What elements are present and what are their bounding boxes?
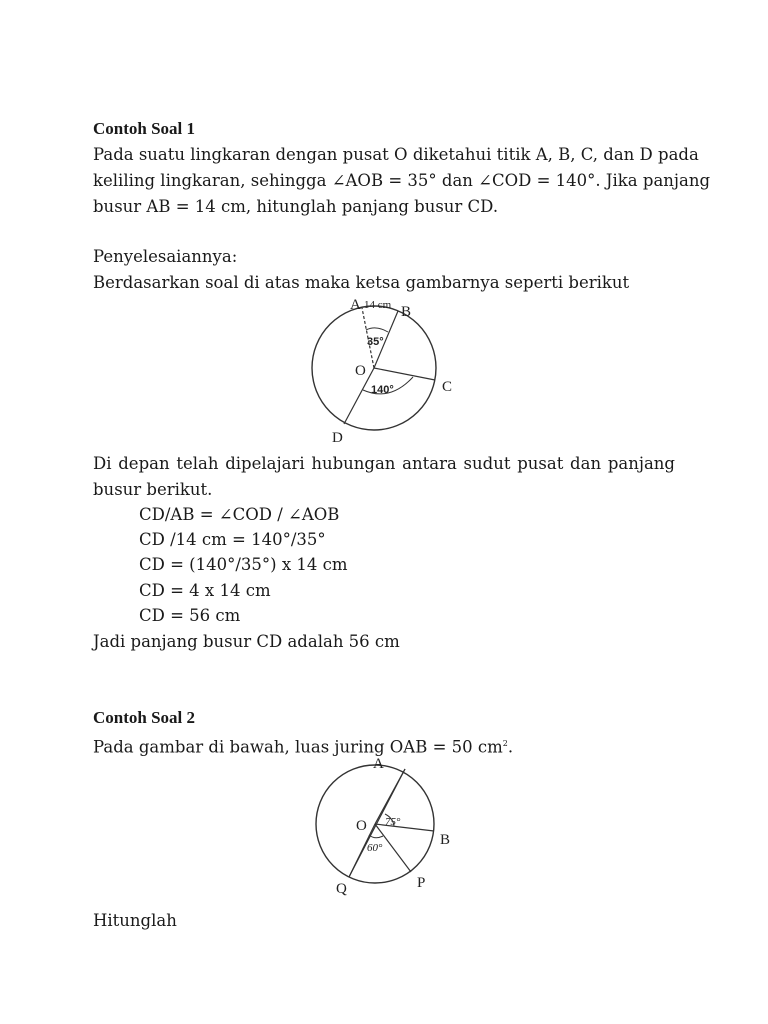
soal2-period: . <box>507 737 514 757</box>
angle-label-aob: 35° <box>367 336 384 348</box>
circle-figure-2 <box>305 756 465 904</box>
penyelesaian-heading: Penyelesaiannya: <box>93 247 238 266</box>
angle-label-cod: 140° <box>371 384 394 396</box>
label-p-2: P <box>417 875 426 891</box>
soal1-text-line-1: Pada suatu lingkaran dengan pusat O diketahui titik A, B, C, dan D pada <box>93 145 699 164</box>
angle-label-60: 60° <box>367 842 383 854</box>
ketsa-text: Berdasarkan soal di atas maka ketsa gambarnya seperti berikut <box>93 273 630 292</box>
label-q-2: Q <box>336 881 347 897</box>
arc-length-label: 14 cm <box>364 299 392 311</box>
soal2-text <box>93 733 513 759</box>
label-d-1: D <box>332 430 343 446</box>
soal2-title: Contoh Soal 2 <box>93 708 196 727</box>
step-2: CD /14 cm = 140°/35° <box>139 530 326 549</box>
radius-oc <box>374 368 435 380</box>
step-4: CD = 4 x 14 cm <box>139 581 271 600</box>
superscript-2: 2 <box>502 739 508 748</box>
explain-line-1: Di depan telah dipelajari hubungan antara sudut pusat dan panjang <box>93 454 675 473</box>
hitunglah: Hitunglah <box>93 911 177 930</box>
explain-line-2: busur berikut. <box>93 480 213 499</box>
soal2-text-main: Pada gambar di bawah, luas juring OAB = 50 cm <box>93 737 503 757</box>
step-5: CD = 56 cm <box>139 606 241 625</box>
label-c-1: C <box>442 379 453 395</box>
angle-label-75: 75° <box>385 816 401 828</box>
circle-figure-1 <box>300 292 470 452</box>
label-a-2: A <box>373 756 384 772</box>
angle-arc-aob <box>366 328 388 332</box>
label-b-2: B <box>440 832 451 848</box>
label-o-2: O <box>356 818 367 834</box>
soal1-text-line-2: keliling lingkaran, sehingga ∠AOB = 35° dan ∠COD = 140°. Jika panjang <box>93 171 711 190</box>
label-a-1: A <box>350 297 361 313</box>
step-3: CD = (140°/35°) x 14 cm <box>139 555 348 574</box>
radius-ob-2 <box>375 824 434 831</box>
conclusion: Jadi panjang busur CD adalah 56 cm <box>93 632 400 651</box>
label-o-1: O <box>355 363 366 379</box>
label-b-1: B <box>401 304 412 320</box>
soal1-text-line-3: busur AB = 14 cm, hitunglah panjang busur CD. <box>93 197 499 216</box>
step-1: CD/AB = ∠COD / ∠AOB <box>139 505 340 524</box>
soal1-title: Contoh Soal 1 <box>93 119 196 138</box>
